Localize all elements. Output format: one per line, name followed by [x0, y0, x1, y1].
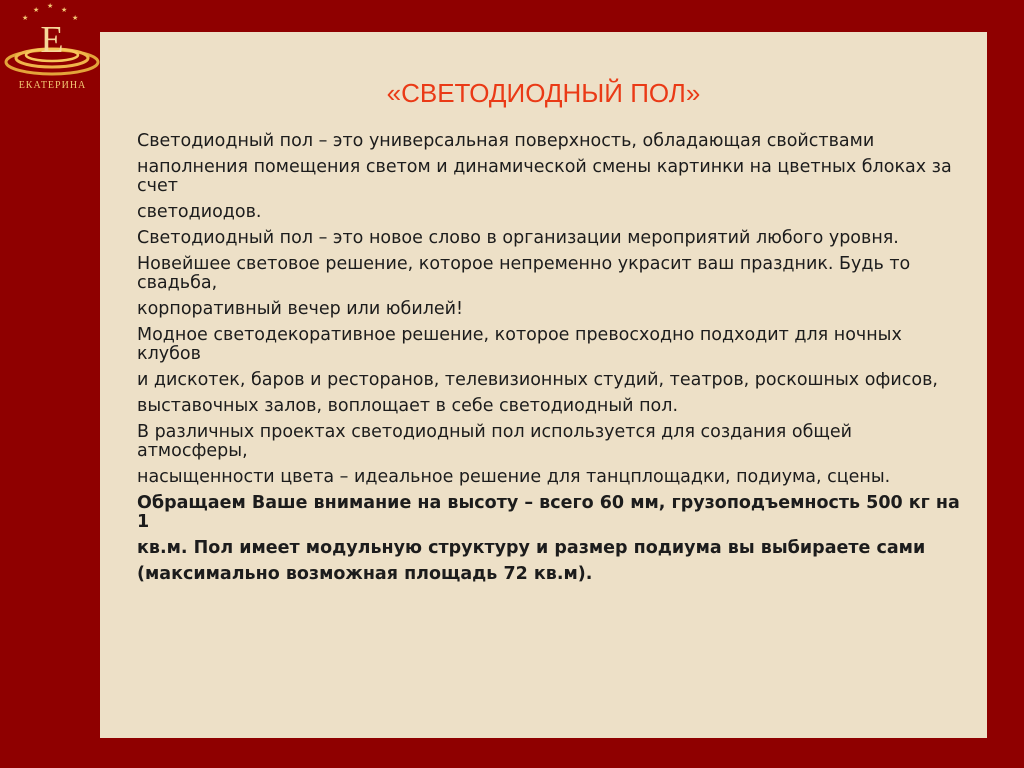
paragraph: корпоративный вечер или юбилей! — [137, 299, 464, 319]
logo-name: ЕКАТЕРИНА — [18, 80, 87, 91]
paragraph: Светодиодный пол – это новое слово в организации мероприятий любого уровня. — [137, 228, 899, 248]
bold-paragraph: Обращаем Ваше внимание на высоту – всего 60 мм, грузоподъемность 500 кг на 1 — [137, 493, 960, 532]
paragraph: Новейшее световое решение, которое непременно украсит ваш праздник. Будь то свадьба, — [137, 254, 911, 293]
svg-text:★: ★ — [33, 6, 40, 14]
paragraph: светодиодов. — [137, 202, 262, 222]
bold-paragraph: (максимально возможная площадь 72 кв.м). — [137, 564, 593, 584]
paragraph: Модное светодекоративное решение, которое превосходно подходит для ночных клубов — [137, 325, 902, 364]
svg-text:★: ★ — [22, 14, 29, 22]
paragraph: наполнения помещения светом и динамической смены картинки на цветных блоках за счет — [137, 157, 952, 196]
svg-text:★: ★ — [47, 2, 54, 10]
logo-letter: E — [40, 19, 64, 61]
logo — [0, 0, 105, 110]
slide-title: «СВЕТОДИОДНЫЙ ПОЛ» — [386, 78, 701, 108]
paragraph: насыщенности цвета – идеальное решение для танцплощадки, подиума, сцены. — [137, 467, 891, 487]
svg-text:★: ★ — [61, 6, 68, 14]
content-panel — [100, 32, 987, 738]
paragraph: выставочных залов, воплощает в себе светодиодный пол. — [137, 396, 679, 416]
paragraph: В различных проектах светодиодный пол используется для создания общей атмосферы, — [137, 422, 853, 461]
slide-body — [137, 132, 967, 591]
svg-text:★: ★ — [72, 14, 79, 22]
paragraph: и дискотек, баров и ресторанов, телевизионных студий, театров, роскошных офисов, — [137, 370, 938, 390]
logo-emblem-icon — [0, 0, 105, 110]
bold-paragraph: кв.м. Пол имеет модульную структуру и размер подиума вы выбираете сами — [137, 538, 926, 558]
paragraph: Светодиодный пол – это универсальная поверхность, обладающая свойствами — [137, 131, 875, 151]
